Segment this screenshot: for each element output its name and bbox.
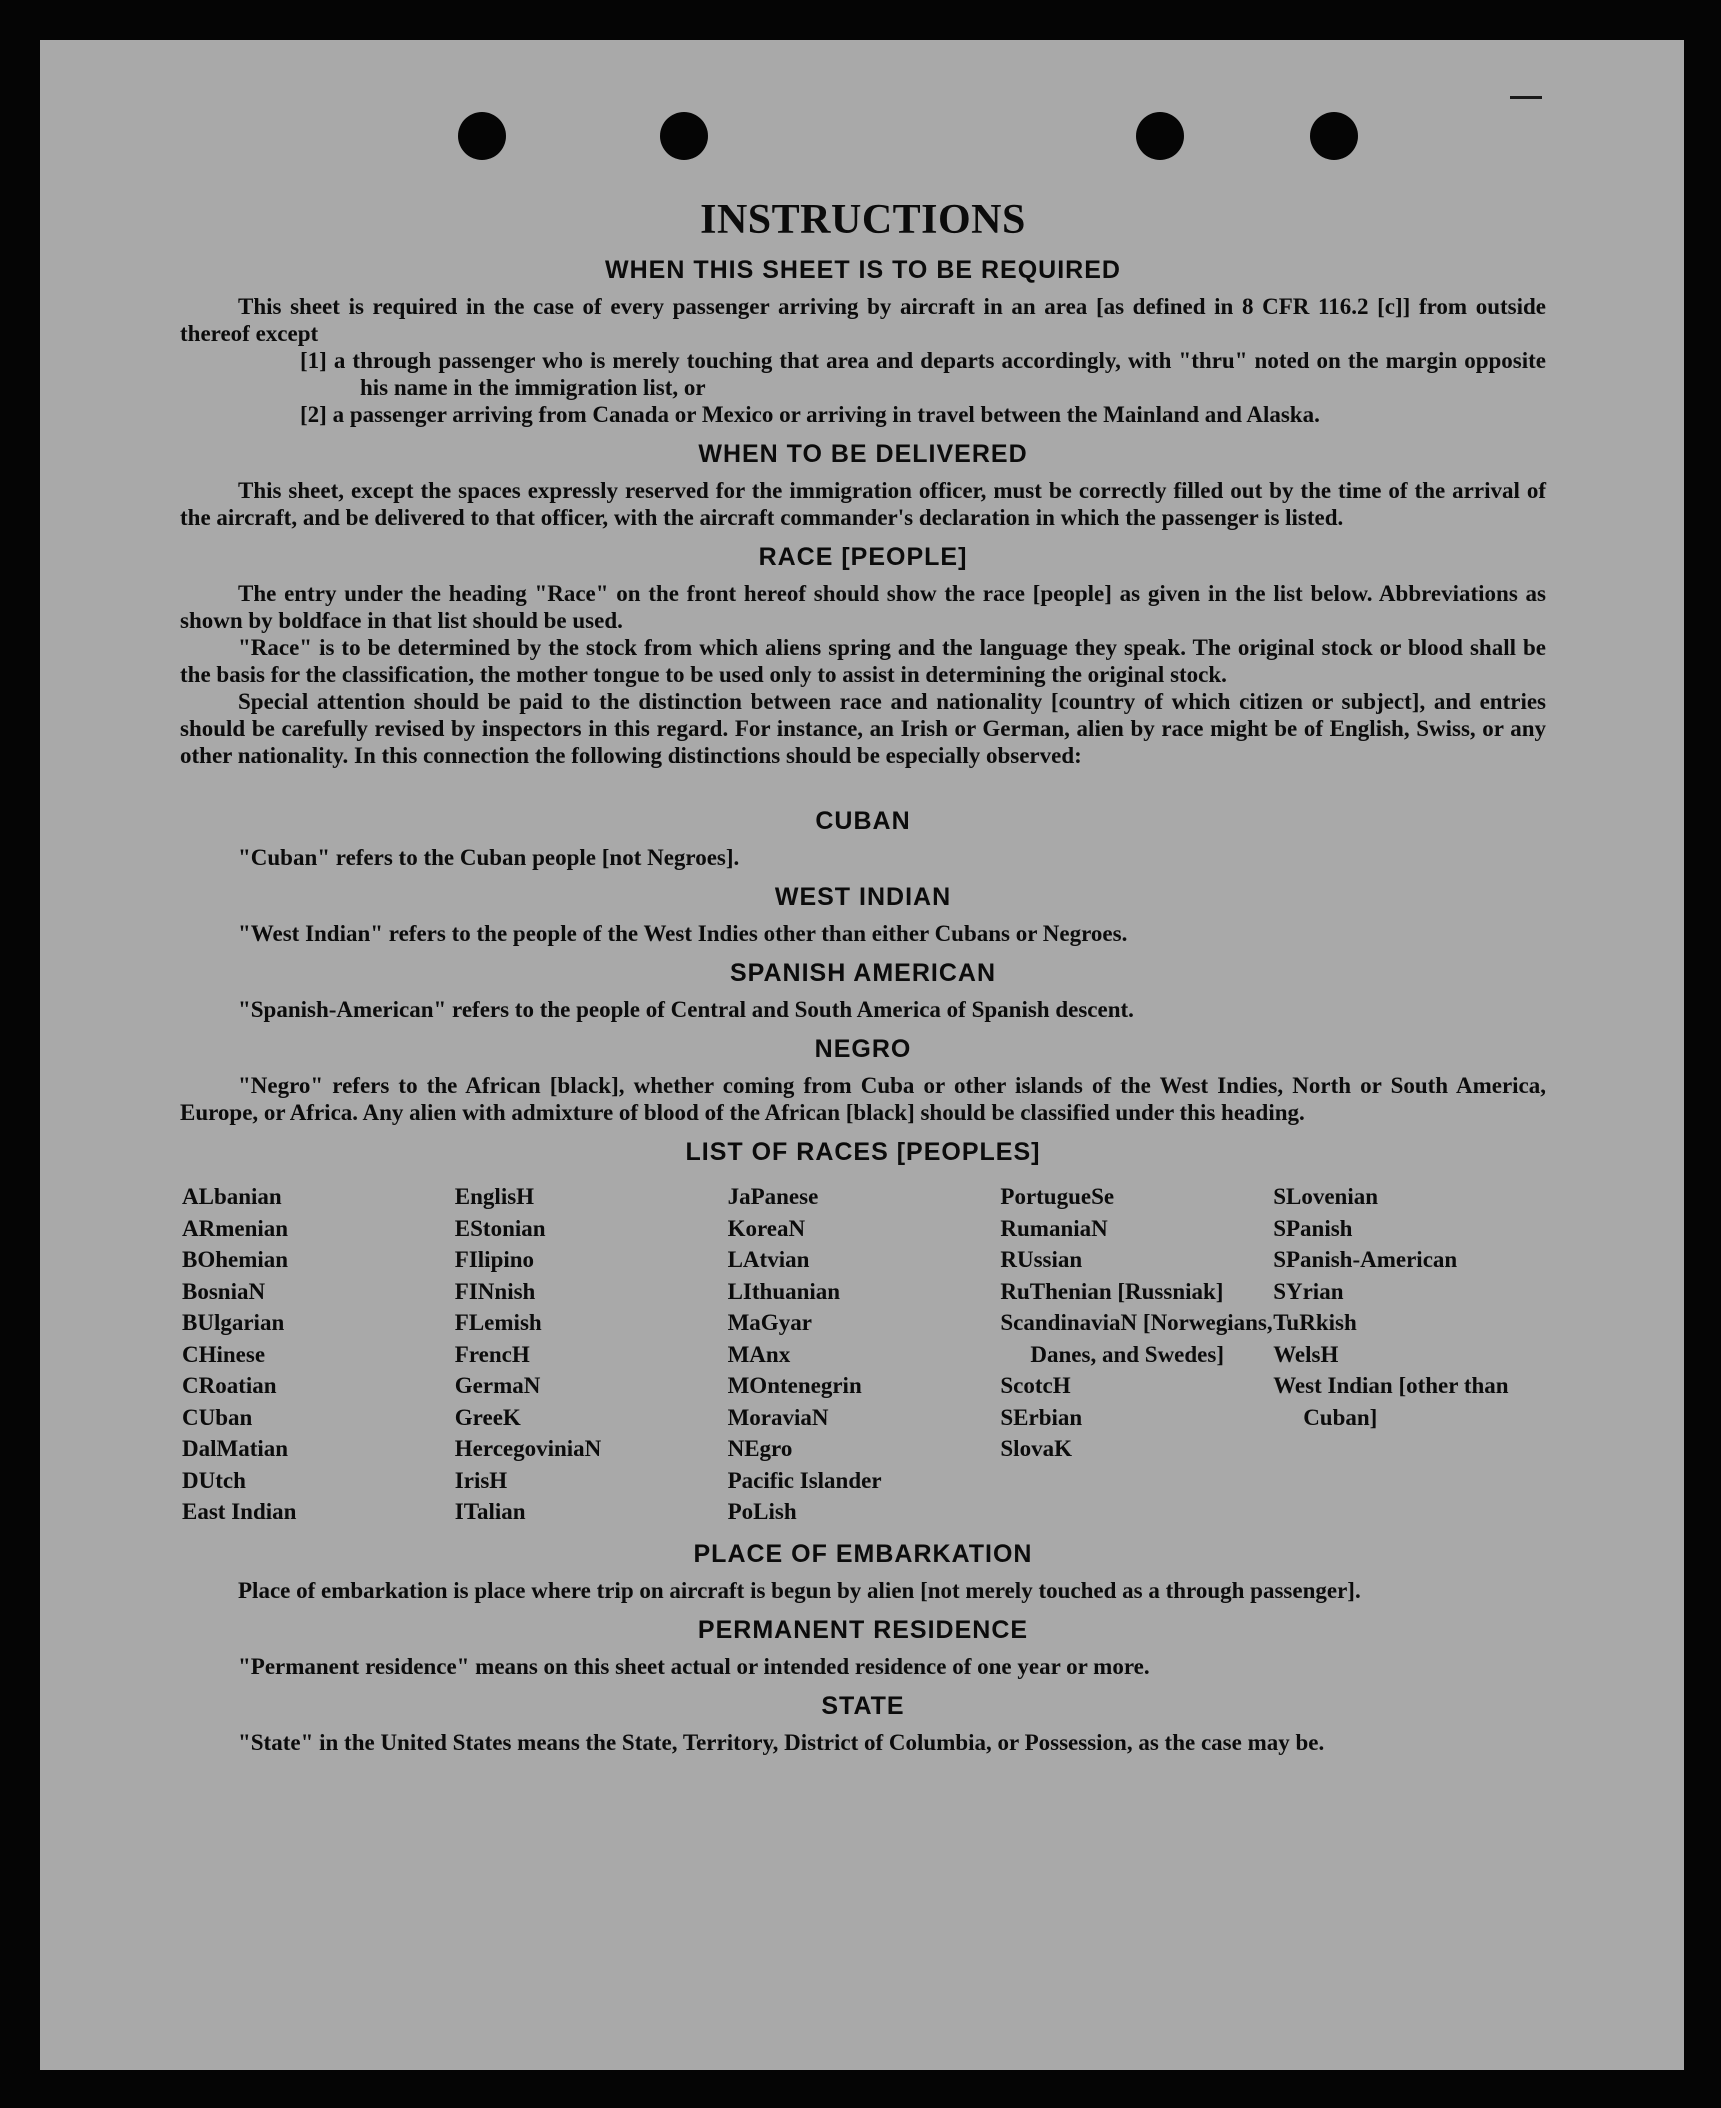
races-column <box>182 1181 455 1528</box>
race-item: HercegoviniaN <box>454 1436 602 1461</box>
race-item: MaGyar <box>727 1310 812 1335</box>
race-item: DUtch <box>182 1467 246 1493</box>
race-item: FLemish <box>454 1310 542 1335</box>
race-item: ScandinaviaN [Norwegians, Danes, and Swedes] <box>1000 1310 1273 1367</box>
section-heading-race: RACE [PEOPLE] <box>758 543 968 571</box>
residence-text: "Permanent residence" means on this sheet actual or intended residence of one year or more. <box>238 1653 1150 1679</box>
punch-hole <box>1136 112 1184 160</box>
section-heading-required: WHEN THIS SHEET IS TO BE REQUIRED <box>605 256 1121 284</box>
section-heading-negro: NEGRO <box>814 1035 912 1063</box>
race-item: MAnx <box>727 1341 791 1367</box>
race-item: SErbian <box>1000 1404 1083 1430</box>
race-item: NEgro <box>727 1436 793 1461</box>
races-list <box>180 1181 1546 1528</box>
cuban-text: "Cuban" refers to the Cuban people [not Negroes]. <box>238 845 740 870</box>
race-item: TuRkish <box>1273 1310 1357 1335</box>
race-item: BOhemian <box>182 1247 289 1272</box>
race-item: FINnish <box>454 1278 536 1304</box>
section-heading-races-list: LIST OF RACES [PEOPLES] <box>685 1138 1041 1166</box>
race-item: East Indian <box>182 1499 297 1524</box>
race-paragraph: Special attention should be paid to the distinction between race and nationality [country of which citizen or subject], and entries should be carefully revised by inspectors in this regard. For instance, an Irish or German, alien by race might be of English, Swiss, or any other nationality. In this connection the following distinctions should be especially observed: <box>180 689 1546 768</box>
race-item: LAtvian <box>727 1247 810 1272</box>
race-item: PortugueSe <box>1000 1184 1115 1209</box>
race-item: BUlgarian <box>182 1310 285 1335</box>
races-column <box>1000 1181 1273 1528</box>
race-item: FIlipino <box>454 1247 535 1272</box>
race-item: SlovaK <box>1000 1436 1072 1461</box>
race-item: RuThenian [Russniak] <box>1000 1278 1224 1304</box>
spanish-american-text: "Spanish-American" refers to the people of Central and South America of Spanish descent. <box>238 997 1134 1022</box>
punch-hole <box>1310 112 1358 160</box>
race-item: GreeK <box>454 1404 521 1430</box>
negro-text: "Negro" refers to the African [black], whether coming from Cuba or other islands of the West Indies, North or South America, Europe, or Africa. Any alien with admixture of blood of the African [black] should be classified under this heading. <box>180 1073 1546 1125</box>
race-item: RUssian <box>1000 1247 1083 1272</box>
section-heading-delivered: WHEN TO BE DELIVERED <box>698 440 1028 468</box>
race-item: KoreaN <box>727 1215 806 1241</box>
race-item: GermaN <box>454 1373 541 1398</box>
race-item: CUban <box>182 1404 253 1430</box>
ink-mark <box>1510 96 1542 99</box>
section-heading-state: STATE <box>821 1691 905 1720</box>
race-item: SYrian <box>1273 1278 1344 1304</box>
race-item: FrencH <box>454 1341 530 1367</box>
race-item: SPanish <box>1273 1215 1353 1241</box>
race-paragraph: "Race" is to be determined by the stock from which aliens spring and the language they speak. The original stock or blood shall be the basis for the classification, the mother tongue to be used only to assist in determining the original stock. <box>180 635 1546 687</box>
exceptions-list <box>180 347 1546 428</box>
section-heading-west-indian: WEST INDIAN <box>774 883 952 911</box>
race-item: BosniaN <box>182 1278 266 1304</box>
race-item: EnglisH <box>454 1184 535 1209</box>
race-item: MoraviaN <box>727 1404 829 1430</box>
race-item: MOntenegrin <box>727 1373 862 1398</box>
west-indian-text: "West Indian" refers to the people of the West Indies other than either Cubans or Negroes. <box>238 921 1128 946</box>
exception-item: [1] a through passenger who is merely touching that area and departs accordingly, with "thru" noted on the margin opposite his name in the immigration list, or <box>300 348 1546 400</box>
race-item: LIthuanian <box>727 1278 841 1304</box>
document-page <box>40 40 1684 2070</box>
race-item: IrisH <box>454 1467 508 1493</box>
race-item: CHinese <box>182 1341 266 1367</box>
race-paragraph: The entry under the heading "Race" on the front hereof should show the race [people] as given in the list below. Abbreviations as shown by boldface in that list should be used. <box>180 581 1546 633</box>
state-text: "State" in the United States means the State, Territory, District of Columbia, or Possession, as the case may be. <box>238 1729 1325 1755</box>
punch-hole <box>660 112 708 160</box>
embarkation-text: Place of embarkation is place where trip on aircraft is begun by alien [not merely touched as a through passenger]. <box>238 1577 1361 1603</box>
race-item: WelsH <box>1273 1341 1339 1367</box>
race-item: ALbanian <box>182 1184 282 1209</box>
race-item: RumaniaN <box>1000 1215 1108 1241</box>
races-column <box>455 1181 728 1528</box>
race-item: JaPanese <box>727 1184 819 1209</box>
race-item: PoLish <box>727 1499 797 1524</box>
punch-hole <box>458 112 506 160</box>
race-item: SLovenian <box>1273 1184 1379 1209</box>
document-title: INSTRUCTIONS <box>700 197 1026 243</box>
race-item: EStonian <box>454 1215 546 1241</box>
races-column <box>1273 1181 1546 1528</box>
delivered-text: This sheet, except the spaces expressly reserved for the immigration officer, must be correctly filled out by the time of the arrival of the aircraft, and be delivered to that officer, with the aircraft commander's declaration in which the passenger is listed. <box>180 478 1546 530</box>
race-item: SPanish-American <box>1273 1247 1458 1272</box>
races-column <box>728 1181 1001 1528</box>
race-item: ScotcH <box>1000 1373 1071 1398</box>
race-item: Pacific Islander <box>727 1467 882 1493</box>
race-item: ITalian <box>454 1499 526 1524</box>
race-item: DalMatian <box>182 1436 289 1461</box>
race-item: ARmenian <box>182 1215 289 1241</box>
race-item: CRoatian <box>182 1373 277 1398</box>
section-heading-spanish-american: SPANISH AMERICAN <box>729 959 996 987</box>
section-heading-residence: PERMANENT RESIDENCE <box>697 1615 1029 1644</box>
exception-item: [2] a passenger arriving from Canada or Mexico or arriving in travel between the Mainland and Alaska. <box>300 402 1320 427</box>
required-intro: This sheet is required in the case of every passenger arriving by aircraft in an area [as defined in 8 CFR 116.2 [c]] from outside thereof except <box>180 294 1546 346</box>
section-heading-embarkation: PLACE OF EMBARKATION <box>693 1539 1033 1568</box>
race-item: West Indian [other than Cuban] <box>1273 1373 1509 1430</box>
section-heading-cuban: CUBAN <box>815 807 911 835</box>
